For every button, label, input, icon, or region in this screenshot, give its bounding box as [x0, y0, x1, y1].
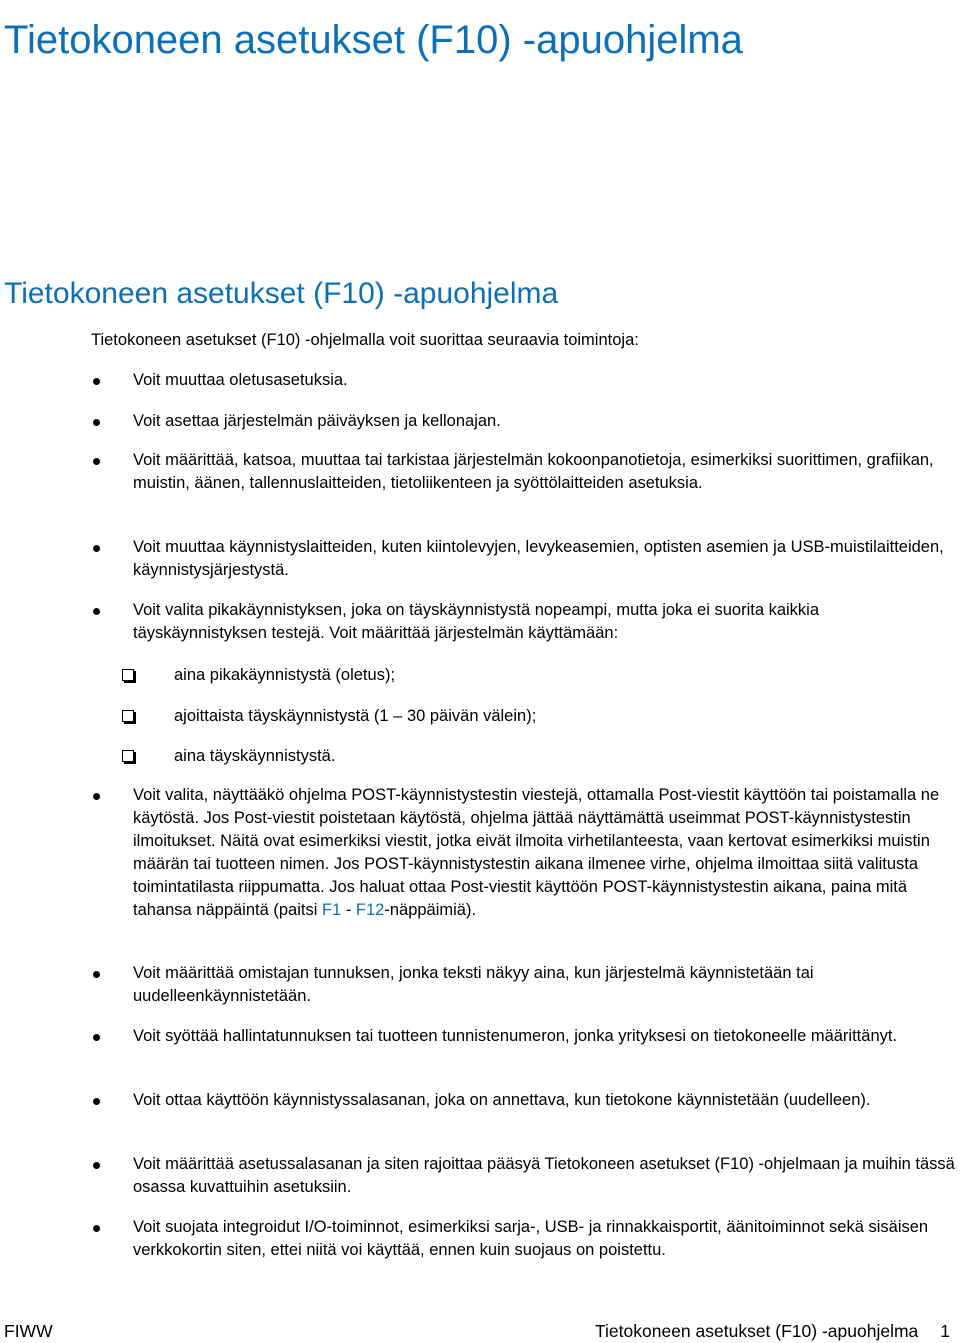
list-item: Voit muuttaa oletusasetuksia.	[133, 369, 957, 392]
list-item-post-messages: Voit valita, näyttääkö ohjelma POST-käynnistystestin viestejä, ottamalla Post-viestit käyttöön tai poistamalla ne käytöstä. Jos Post-viestit poistetaan käytöstä, ohjelma jättää näyttämättä useimmat POST-käynnistystestin ilmoitukset. Näitä ovat esimerkiksi viestit, jotka eivät ilmoita virhetilanteesta, vaan kertovat esimerkiksi muistin määrän tai tuotteen nimen. Jos POST-käynnistystestin aikana ilmenee virhe, ohjelma ilmoittaa siitä valitusta toimintatilasta riippumatta. Jos haluat ottaa Post-viestit käyttöön POST-käynnistystestin aikana, paina mitä tahansa näppäintä (paitsi F1 - F12-näppäimiä).	[133, 784, 957, 922]
bullet-icon	[93, 1162, 100, 1169]
bullet-icon	[93, 458, 100, 465]
bullet-icon	[93, 545, 100, 552]
intro-text: Tietokoneen asetukset (F10) -ohjelmalla voit suorittaa seuraavia toimintoja:	[91, 331, 639, 349]
sub-list-item: aina pikakäynnistystä (oletus);	[174, 664, 954, 687]
checkbox-icon	[122, 750, 134, 762]
footer-title: Tietokoneen asetukset (F10) -apuohjelma	[594, 1321, 919, 1341]
list-item: Voit suojata integroidut I/O-toiminnot, esimerkiksi sarja-, USB- ja rinnakkaisportit, äänitoiminnot sekä sisäisen verkkokortin siten, ettei niitä voi käyttää, ennen kuin suojaus on poistettu.	[133, 1216, 957, 1262]
bullet-icon	[93, 1225, 100, 1232]
key-f1: F1	[321, 901, 342, 919]
page-footer	[0, 1319, 960, 1343]
bullet-icon	[93, 1034, 100, 1041]
list-item: Voit määrittää, katsoa, muuttaa tai tarkistaa järjestelmän kokoonpanotietoja, esimerkiksi suorittimen, grafiikan, muistin, äänen, tallennuslaitteiden, tietoliikenteen ja syöttölaitteiden asetuksia.	[133, 449, 957, 495]
page-number: 1	[940, 1321, 950, 1341]
list-item: Voit asettaa järjestelmän päiväyksen ja kellonajan.	[133, 410, 957, 433]
list-item: Voit ottaa käyttöön käynnistyssalasanan, joka on annettava, kun tietokone käynnistetään (uudelleen).	[133, 1089, 957, 1112]
list-item: Voit muuttaa käynnistyslaitteiden, kuten kiintolevyjen, levykeasemien, optisten asemien ja USB-muistilaitteiden, käynnistysjärjestystä.	[133, 536, 957, 582]
bullet-icon	[93, 793, 100, 800]
bullet-icon	[93, 1098, 100, 1105]
list-item: Voit syöttää hallintatunnuksen tai tuotteen tunnistenumeron, jonka yrityksesi on tietokoneelle määrittänyt.	[133, 1025, 957, 1048]
footer-running-title	[595, 1319, 950, 1343]
checkbox-icon	[122, 669, 134, 681]
page-title: Tietokoneen asetukset (F10) -apuohjelma	[4, 18, 743, 62]
sub-list-item: ajoittaista täyskäynnistystä (1 – 30 päivän välein);	[174, 705, 954, 728]
bullet-icon	[93, 971, 100, 978]
key-f12: F12	[355, 901, 385, 919]
bullet-icon	[93, 378, 100, 385]
bullet-icon	[93, 608, 100, 615]
checkbox-icon	[122, 710, 134, 722]
section-title: Tietokoneen asetukset (F10) -apuohjelma	[4, 277, 559, 310]
footer-doc-code: FIWW	[4, 1321, 53, 1341]
list-item: Voit määrittää omistajan tunnuksen, jonka teksti näkyy aina, kun järjestelmä käynnistetään tai uudelleenkäynnistetään.	[133, 962, 957, 1008]
list-item: Voit määrittää asetussalasanan ja siten rajoittaa pääsyä Tietokoneen asetukset (F10) -ohjelmaan ja muihin tässä osassa kuvattuihin asetuksiin.	[133, 1153, 957, 1199]
list-item: Voit valita pikakäynnistyksen, joka on täyskäynnistystä nopeampi, mutta joka ei suorita kaikkia täyskäynnistyksen testejä. Voit määrittää järjestelmän käyttämään:	[133, 599, 957, 645]
sub-list-item: aina täyskäynnistystä.	[174, 745, 954, 768]
bullet-icon	[93, 419, 100, 426]
